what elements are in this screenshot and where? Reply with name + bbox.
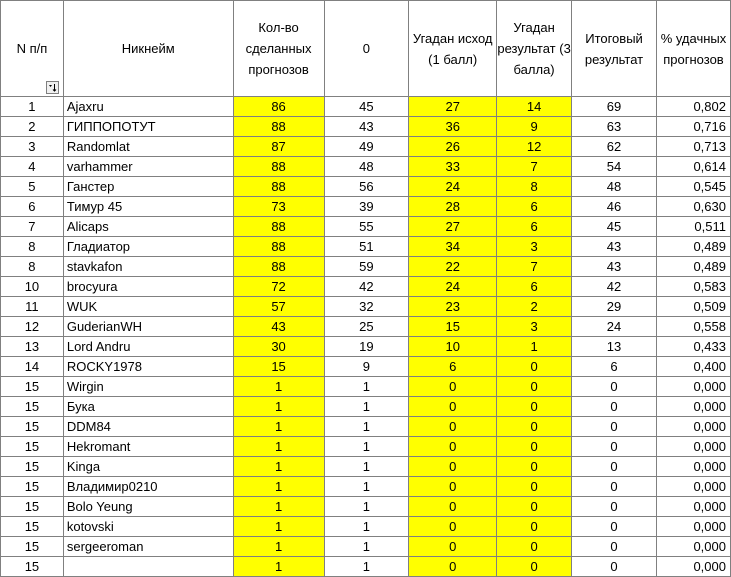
predictions-count-cell[interactable]: 88 [233,257,324,277]
total-score-cell[interactable]: 69 [572,97,657,117]
nickname-cell[interactable]: Владимир0210 [63,477,233,497]
zero-cell[interactable]: 1 [324,497,409,517]
rank-cell[interactable]: 15 [1,497,64,517]
success-percent-cell[interactable]: 0,000 [656,477,730,497]
result-points-cell[interactable]: 2 [497,297,572,317]
table-row [1,477,731,497]
zero-cell[interactable]: 1 [324,377,409,397]
success-percent-cell[interactable]: 0,000 [656,457,730,477]
zero-cell[interactable]: 49 [324,137,409,157]
nickname-cell[interactable]: varhammer [63,157,233,177]
table-row [1,297,731,317]
nickname-cell[interactable]: Lord Andru [63,337,233,357]
col-header-total[interactable]: Итоговый результат [572,1,657,97]
outcome-points-cell[interactable]: 0 [409,457,497,477]
predictions-count-cell[interactable]: 87 [233,137,324,157]
success-percent-cell[interactable]: 0,000 [656,557,730,577]
rank-cell[interactable]: 15 [1,477,64,497]
filter-dropdown-icon[interactable] [46,81,59,94]
rank-cell[interactable]: 6 [1,197,64,217]
outcome-points-cell[interactable]: 0 [409,497,497,517]
outcome-points-cell[interactable]: 10 [409,337,497,357]
table-row [1,277,731,297]
total-score-cell[interactable]: 42 [572,277,657,297]
total-score-cell[interactable]: 45 [572,217,657,237]
result-points-cell[interactable]: 0 [497,497,572,517]
rank-cell[interactable]: 8 [1,237,64,257]
table-row [1,497,731,517]
table-row [1,97,731,117]
outcome-points-cell[interactable]: 28 [409,197,497,217]
outcome-points-cell[interactable]: 0 [409,477,497,497]
result-points-cell[interactable]: 9 [497,117,572,137]
nickname-cell[interactable]: Bolo Yeung [63,497,233,517]
rank-cell[interactable]: 8 [1,257,64,277]
success-percent-cell[interactable]: 0,545 [656,177,730,197]
result-points-cell[interactable]: 8 [497,177,572,197]
zero-cell[interactable]: 1 [324,457,409,477]
total-score-cell[interactable]: 54 [572,157,657,177]
result-points-cell[interactable]: 7 [497,257,572,277]
nickname-cell[interactable]: Alicaps [63,217,233,237]
predictions-count-cell[interactable]: 1 [233,377,324,397]
total-score-cell[interactable]: 0 [572,377,657,397]
outcome-points-cell[interactable]: 22 [409,257,497,277]
outcome-points-cell[interactable]: 0 [409,377,497,397]
col-header-zero[interactable]: 0 [324,1,409,97]
total-score-cell[interactable]: 63 [572,117,657,137]
rank-cell[interactable]: 4 [1,157,64,177]
result-points-cell[interactable]: 0 [497,537,572,557]
nickname-cell[interactable]: brocyura [63,277,233,297]
rank-cell[interactable]: 5 [1,177,64,197]
predictions-count-cell[interactable]: 72 [233,277,324,297]
outcome-points-cell[interactable]: 15 [409,317,497,337]
success-percent-cell[interactable]: 0,000 [656,377,730,397]
predictions-count-cell[interactable]: 1 [233,417,324,437]
nickname-cell[interactable]: ГИППОПОТУТ [63,117,233,137]
table-row [1,537,731,557]
total-score-cell[interactable]: 0 [572,517,657,537]
predictions-count-cell[interactable]: 88 [233,217,324,237]
zero-cell[interactable]: 42 [324,277,409,297]
outcome-points-cell[interactable]: 33 [409,157,497,177]
nickname-cell[interactable]: stavkafon [63,257,233,277]
predictions-count-cell[interactable]: 73 [233,197,324,217]
result-points-cell[interactable]: 0 [497,357,572,377]
outcome-points-cell[interactable]: 6 [409,357,497,377]
nickname-cell[interactable]: Wirgin [63,377,233,397]
success-percent-cell[interactable]: 0,489 [656,257,730,277]
predictions-count-cell[interactable]: 43 [233,317,324,337]
zero-cell[interactable]: 1 [324,477,409,497]
predictions-count-cell[interactable]: 1 [233,537,324,557]
total-score-cell[interactable]: 43 [572,237,657,257]
zero-cell[interactable]: 48 [324,157,409,177]
success-percent-cell[interactable]: 0,489 [656,237,730,257]
total-score-cell[interactable]: 43 [572,257,657,277]
outcome-points-cell[interactable]: 0 [409,517,497,537]
table-row [1,117,731,137]
rank-cell[interactable]: 14 [1,357,64,377]
success-percent-cell[interactable]: 0,713 [656,137,730,157]
result-points-cell[interactable]: 1 [497,337,572,357]
predictions-count-cell[interactable]: 88 [233,157,324,177]
table-body [1,97,731,577]
table-row [1,157,731,177]
total-score-cell[interactable]: 24 [572,317,657,337]
result-points-cell[interactable]: 6 [497,197,572,217]
predictions-count-cell[interactable]: 86 [233,97,324,117]
rank-cell[interactable]: 15 [1,537,64,557]
success-percent-cell[interactable]: 0,000 [656,417,730,437]
zero-cell[interactable]: 1 [324,437,409,457]
zero-cell[interactable]: 1 [324,517,409,537]
result-points-cell[interactable]: 0 [497,457,572,477]
total-score-cell[interactable]: 0 [572,497,657,517]
result-points-cell[interactable]: 3 [497,237,572,257]
table-row [1,217,731,237]
zero-cell[interactable]: 1 [324,557,409,577]
success-percent-cell[interactable]: 0,558 [656,317,730,337]
outcome-points-cell[interactable]: 0 [409,537,497,557]
rank-cell[interactable]: 11 [1,297,64,317]
rank-cell[interactable]: 12 [1,317,64,337]
nickname-cell[interactable]: WUK [63,297,233,317]
result-points-cell[interactable]: 6 [497,217,572,237]
total-score-cell[interactable]: 6 [572,357,657,377]
zero-cell[interactable]: 9 [324,357,409,377]
table-row [1,397,731,417]
rank-cell[interactable]: 15 [1,377,64,397]
result-points-cell[interactable]: 3 [497,317,572,337]
col-header-count[interactable]: Кол-во сделанных прогнозов [233,1,324,97]
predictions-count-cell[interactable]: 88 [233,117,324,137]
success-percent-cell[interactable]: 0,716 [656,117,730,137]
zero-cell[interactable]: 59 [324,257,409,277]
outcome-points-cell[interactable]: 24 [409,177,497,197]
predictions-count-cell[interactable]: 1 [233,557,324,577]
rank-cell[interactable]: 15 [1,437,64,457]
col-header-nick[interactable]: Никнейм [63,1,233,97]
outcome-points-cell[interactable]: 27 [409,217,497,237]
nickname-cell[interactable]: Бука [63,397,233,417]
total-score-cell[interactable]: 0 [572,437,657,457]
success-percent-cell[interactable]: 0,511 [656,217,730,237]
outcome-points-cell[interactable]: 34 [409,237,497,257]
zero-cell[interactable]: 1 [324,537,409,557]
col-header-outcome[interactable]: Угадан исход (1 балл) [409,1,497,97]
rank-cell[interactable]: 13 [1,337,64,357]
outcome-points-cell[interactable]: 24 [409,277,497,297]
outcome-points-cell[interactable]: 0 [409,437,497,457]
zero-cell[interactable]: 1 [324,397,409,417]
zero-cell[interactable]: 55 [324,217,409,237]
total-score-cell[interactable]: 0 [572,557,657,577]
result-points-cell[interactable]: 0 [497,517,572,537]
table-row [1,197,731,217]
col-header-percent[interactable]: % удачных прогнозов [656,1,730,97]
zero-cell[interactable]: 39 [324,197,409,217]
outcome-points-cell[interactable]: 23 [409,297,497,317]
result-points-cell[interactable]: 7 [497,157,572,177]
rank-cell[interactable]: 2 [1,117,64,137]
predictions-count-cell[interactable]: 1 [233,437,324,457]
success-percent-cell[interactable]: 0,630 [656,197,730,217]
total-score-cell[interactable]: 0 [572,397,657,417]
nickname-cell[interactable]: sergeeroman [63,537,233,557]
success-percent-cell[interactable]: 0,614 [656,157,730,177]
success-percent-cell[interactable]: 0,509 [656,297,730,317]
nickname-cell[interactable]: Гладиатор [63,237,233,257]
result-points-cell[interactable]: 0 [497,437,572,457]
table-row [1,337,731,357]
result-points-cell[interactable]: 6 [497,277,572,297]
result-points-cell[interactable]: 12 [497,137,572,157]
nickname-cell[interactable]: Ганстер [63,177,233,197]
result-points-cell[interactable]: 0 [497,397,572,417]
col-header-result[interactable]: Угадан результат (3 балла) [497,1,572,97]
predictions-count-cell[interactable]: 1 [233,457,324,477]
result-points-cell[interactable]: 0 [497,377,572,397]
predictions-count-cell[interactable]: 1 [233,497,324,517]
rank-cell[interactable]: 15 [1,457,64,477]
result-points-cell[interactable]: 0 [497,557,572,577]
rank-cell[interactable]: 15 [1,417,64,437]
table-row [1,517,731,537]
success-percent-cell[interactable]: 0,000 [656,437,730,457]
table-row [1,377,731,397]
table-row [1,417,731,437]
success-percent-cell[interactable]: 0,400 [656,357,730,377]
success-percent-cell[interactable]: 0,000 [656,517,730,537]
success-percent-cell[interactable]: 0,000 [656,497,730,517]
rank-cell[interactable]: 3 [1,137,64,157]
rank-cell[interactable]: 10 [1,277,64,297]
result-points-cell[interactable]: 0 [497,477,572,497]
table-row [1,317,731,337]
total-score-cell[interactable]: 13 [572,337,657,357]
result-points-cell[interactable]: 14 [497,97,572,117]
zero-cell[interactable]: 1 [324,417,409,437]
nickname-cell[interactable]: kotovski [63,517,233,537]
zero-cell[interactable]: 51 [324,237,409,257]
rank-cell[interactable]: 15 [1,557,64,577]
success-percent-cell[interactable]: 0,583 [656,277,730,297]
total-score-cell[interactable]: 29 [572,297,657,317]
total-score-cell[interactable]: 46 [572,197,657,217]
table-row [1,177,731,197]
col-header-num-label: N п/п [16,41,48,56]
nickname-cell[interactable]: GuderianWH [63,317,233,337]
zero-cell[interactable]: 19 [324,337,409,357]
zero-cell[interactable]: 56 [324,177,409,197]
zero-cell[interactable]: 25 [324,317,409,337]
predictions-count-cell[interactable]: 30 [233,337,324,357]
nickname-cell[interactable]: ROCKY1978 [63,357,233,377]
total-score-cell[interactable]: 0 [572,417,657,437]
predictions-count-cell[interactable]: 57 [233,297,324,317]
outcome-points-cell[interactable]: 36 [409,117,497,137]
nickname-cell[interactable]: Ajaxru [63,97,233,117]
nickname-cell[interactable]: Hekromant [63,437,233,457]
table-row [1,257,731,277]
predictions-count-cell[interactable]: 88 [233,237,324,257]
table-row [1,437,731,457]
zero-cell[interactable]: 32 [324,297,409,317]
total-score-cell[interactable]: 0 [572,537,657,557]
outcome-points-cell[interactable]: 27 [409,97,497,117]
nickname-cell[interactable]: Randomlat [63,137,233,157]
total-score-cell[interactable]: 62 [572,137,657,157]
success-percent-cell[interactable]: 0,802 [656,97,730,117]
nickname-cell[interactable]: Kinga [63,457,233,477]
outcome-points-cell[interactable]: 26 [409,137,497,157]
outcome-points-cell[interactable]: 0 [409,557,497,577]
success-percent-cell[interactable]: 0,000 [656,397,730,417]
total-score-cell[interactable]: 0 [572,477,657,497]
zero-cell[interactable]: 43 [324,117,409,137]
table-row [1,457,731,477]
table-row [1,357,731,377]
rank-cell[interactable]: 7 [1,217,64,237]
predictions-count-cell[interactable]: 88 [233,177,324,197]
rank-cell[interactable]: 15 [1,397,64,417]
rank-cell[interactable]: 15 [1,517,64,537]
total-score-cell[interactable]: 48 [572,177,657,197]
predictions-count-cell[interactable]: 1 [233,517,324,537]
success-percent-cell[interactable]: 0,433 [656,337,730,357]
nickname-cell[interactable]: DDM84 [63,417,233,437]
outcome-points-cell[interactable]: 0 [409,397,497,417]
predictions-count-cell[interactable]: 1 [233,397,324,417]
header-row [1,1,731,97]
nickname-cell[interactable]: Тимур 45 [63,197,233,217]
outcome-points-cell[interactable]: 0 [409,417,497,437]
table-row [1,137,731,157]
predictions-count-cell[interactable]: 1 [233,477,324,497]
predictions-count-cell[interactable]: 15 [233,357,324,377]
zero-cell[interactable]: 45 [324,97,409,117]
col-header-num[interactable] [1,1,64,97]
result-points-cell[interactable]: 0 [497,417,572,437]
success-percent-cell[interactable]: 0,000 [656,537,730,557]
total-score-cell[interactable]: 0 [572,457,657,477]
table-row [1,237,731,257]
rank-cell[interactable]: 1 [1,97,64,117]
